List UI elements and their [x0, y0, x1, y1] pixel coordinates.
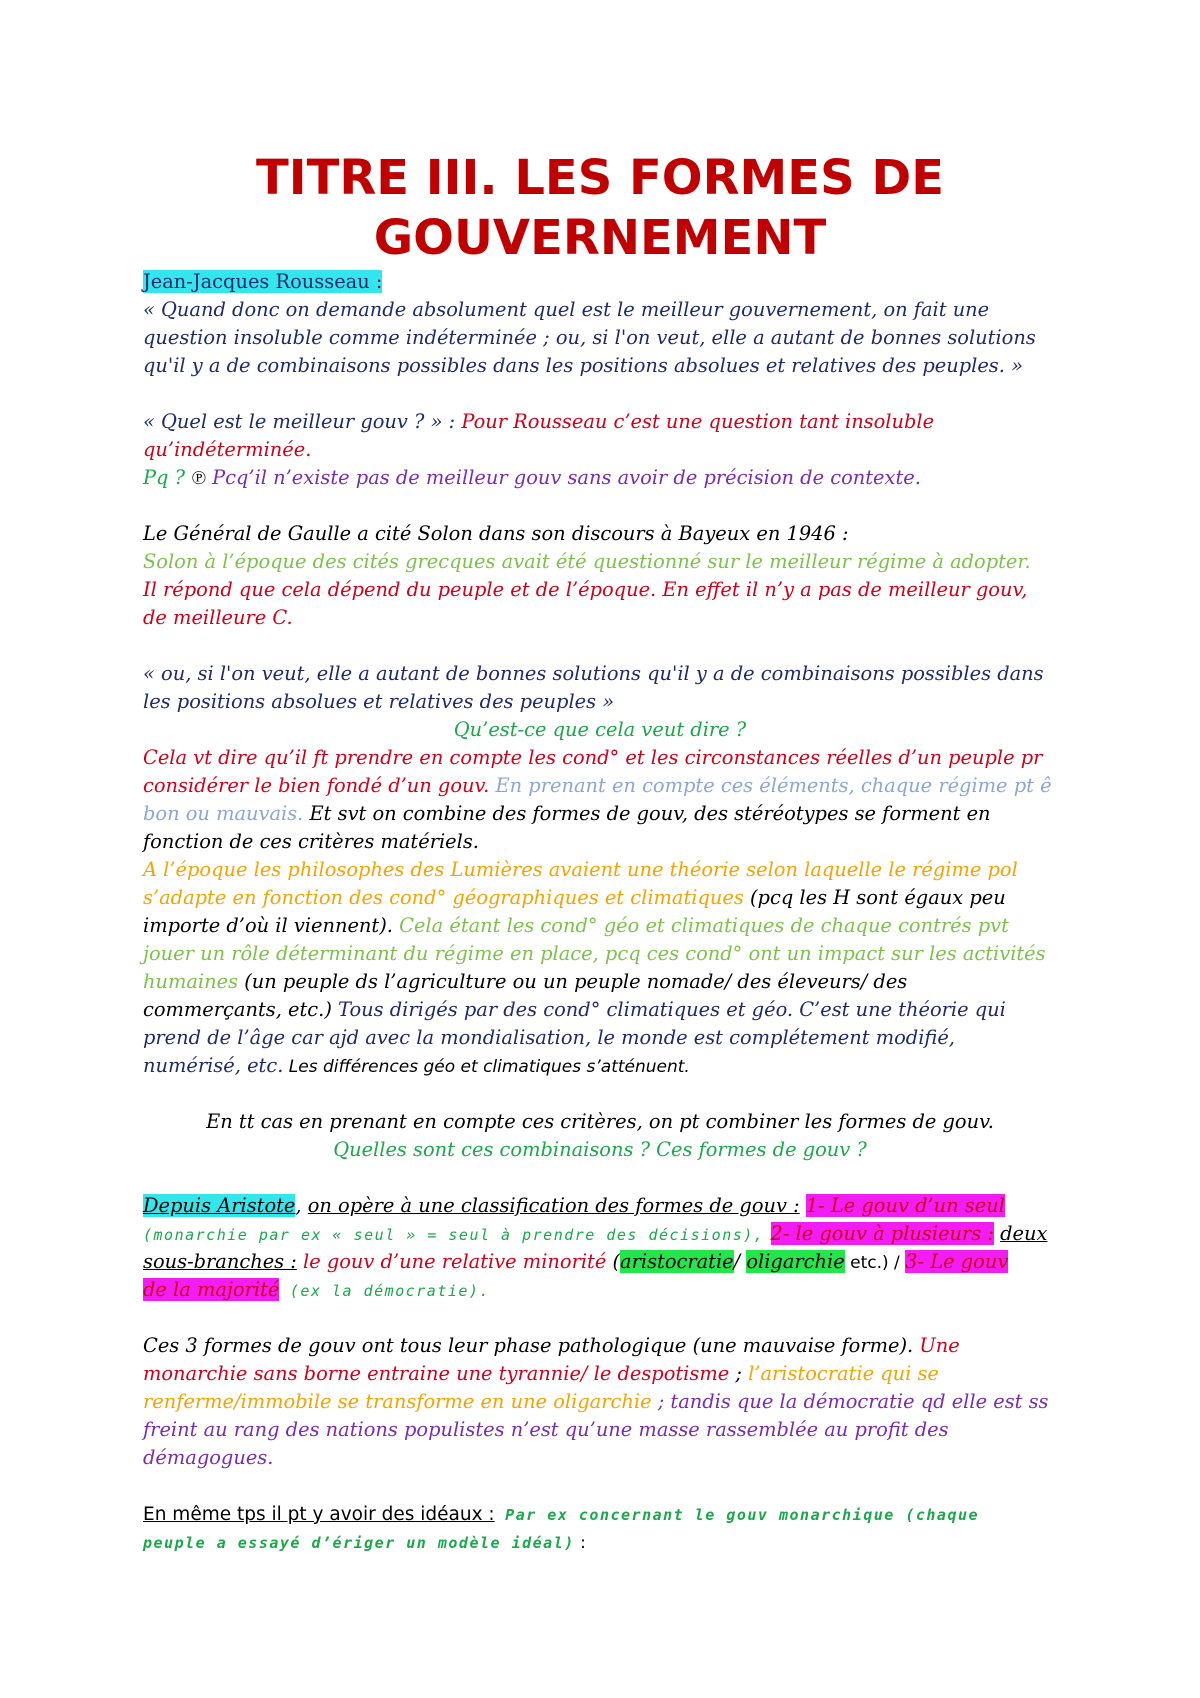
title-line-2: GOUVERNEMENT — [373, 210, 827, 266]
rousseau-quote-1: « Quand donc on demande absolument quel est le meilleur gouvernement, on fait une — [143, 298, 990, 321]
comb-line-4: Cela vt dire qu’il ft prendre en compte les cond° et les circonstances réelles d’un peuple pr — [143, 746, 1043, 769]
ideal-line-1 — [143, 1500, 979, 1529]
comb-line-12 — [143, 968, 907, 996]
patho-aristocratie-cont: renferme/immobile se transforme en une oligarchie — [143, 1390, 652, 1413]
patho-line-3 — [143, 1388, 1049, 1416]
ideal-line-2 — [143, 1528, 586, 1557]
comb-line-12a: humaines — [143, 970, 239, 993]
comb-line-10 — [143, 912, 1009, 940]
aristote-comma: , — [295, 1194, 308, 1217]
gaulle-line-2: Solon à l’époque des cités grecques avait été questionné sur le meilleur régime à adopter. — [143, 550, 1031, 573]
aristote-space-2 — [764, 1222, 770, 1245]
gaulle-line-3: Il répond que cela dépend du peuple et de l’époque. En effet il n’y a pas de meilleur gouv, — [143, 578, 1028, 601]
patho-sep: ; — [729, 1362, 749, 1385]
comb-line-7: fonction de ces critères matériels. — [143, 830, 479, 853]
comb-line-13b: Tous dirigés par des cond° climatiques et géo. C’est une théorie qui — [331, 998, 1006, 1021]
classification-text: on opère à une classification des formes de gouv : — [307, 1194, 800, 1217]
aristote-space-1 — [800, 1194, 806, 1217]
ideal-colon: : — [574, 1533, 586, 1553]
comb-line-6a: bon ou mauvais. — [143, 802, 304, 825]
aristote-line-4 — [143, 1276, 490, 1305]
comb-question: Qu’est-ce que cela veut dire ? — [453, 718, 747, 741]
question-line-1 — [143, 408, 934, 436]
question-line-2: qu’indéterminée. — [143, 438, 312, 461]
page-title — [0, 148, 1200, 268]
question-why-line — [143, 464, 921, 492]
comb-line-6b: Et svt on combine des formes de gouv, des stéréotypes se forment en — [303, 802, 991, 825]
ideal-heading: En même tps il pt y avoir des idéaux : — [143, 1504, 495, 1525]
ideal-example: Par ex concernant le gouv monarchique (chaque — [494, 1506, 980, 1524]
comb-line-5b: En prenant en compte ces éléments, chaque régime pt ê — [489, 774, 1052, 797]
comb-line-2: les positions absolues et relatives des peuples » — [143, 690, 615, 713]
form-3-example: (ex la démocratie). — [279, 1282, 490, 1300]
aristote-line-1 — [143, 1192, 1005, 1220]
rousseau-quote-3: qu'il y a de combinaisons possibles dans les positions absolues et relatives des peuples. » — [143, 354, 1023, 377]
comb-line-6 — [143, 800, 991, 828]
comb-line-9b: (pcq les H sont égaux peu — [743, 886, 1006, 909]
form-2-label: 2- le gouv à plusieurs : — [770, 1222, 994, 1245]
form-1-label: 1- Le gouv d’un seul — [805, 1194, 1005, 1217]
aristote-line-3 — [143, 1248, 1008, 1277]
patho-une: Une — [913, 1334, 960, 1357]
sous-branches-label: sous-branches : — [143, 1250, 297, 1273]
comb-line-10b: Cela étant les cond° géo et climatiques de chaque contrés pvt — [392, 914, 1009, 937]
arrow-symbol-icon: ℗ — [191, 466, 206, 489]
patho-intro: Ces 3 formes de gouv ont tous leur phase pathologique (une mauvaise forme). — [143, 1334, 914, 1357]
comb-line-13a: commerçants, etc.) — [143, 998, 332, 1021]
deux-text: deux — [1000, 1222, 1048, 1245]
patho-aristocratie: l’aristocratie qui se — [748, 1362, 939, 1385]
gaulle-line-1: Le Général de Gaulle a cité Solon dans son discours à Bayeux en 1946 : — [143, 522, 849, 545]
patho-monarchie: monarchie sans borne entraine une tyrannie/ le despotisme — [143, 1362, 730, 1385]
patho-line-5: démagogues. — [143, 1446, 274, 1469]
rousseau-quote-2: question insoluble comme indéterminée ; ou, si l'on veut, elle a autant de bonnes solutions — [143, 326, 1036, 349]
comb-line-11: jouer un rôle déterminant du régime en place, pcq ces cond° ont un impact sur les activités — [143, 942, 1046, 965]
patho-democratie: ; tandis que la démocratie qd elle est ss — [651, 1390, 1049, 1413]
gaulle-line-4: de meilleure C. — [143, 606, 293, 629]
comb-line-15 — [143, 1052, 690, 1081]
comb-line-8: A l’époque les philosophes des Lumières avaient une théorie selon laquelle le régime pol — [143, 858, 1018, 881]
aristote-label: Depuis Aristote — [143, 1194, 296, 1217]
comb-line-5a: considérer le bien fondé d’un gouv. — [143, 774, 490, 797]
comb-line-5 — [143, 772, 1052, 800]
oligarchie-tag: oligarchie — [746, 1250, 845, 1273]
etc-text: etc.) / — [844, 1253, 906, 1273]
aristocratie-tag: aristocratie — [620, 1250, 734, 1273]
comb-line-15a: numérisé, etc. — [143, 1054, 284, 1077]
why-label: Pq ? — [143, 466, 192, 489]
slash-text: / — [733, 1250, 747, 1273]
patho-line-1 — [143, 1332, 960, 1360]
paren-open: ( — [612, 1250, 621, 1273]
question-answer: Pour Rousseau c’est une question tant insoluble — [455, 410, 935, 433]
comb-line-9a: s’adapte en fonction des cond° géographiques et climatiques — [143, 886, 744, 909]
comb-line-14: prend de l’âge car ajd avec la mondialisation, le monde est complétement modifié, — [143, 1026, 955, 1049]
form-1-example: (monarchie par ex « seul » = seul à prendre des décisions), — [143, 1226, 765, 1244]
minority-text: le gouv d’une relative minorité — [296, 1250, 613, 1273]
comb-line-15b: Les différences géo et climatiques s’atténuent. — [283, 1057, 690, 1077]
comb-line-13 — [143, 996, 1006, 1024]
comb-line-9 — [143, 884, 1006, 912]
ideal-example-cont: peuple a essayé d’ériger un modèle idéal) — [143, 1534, 575, 1552]
question-text: « Quel est le meilleur gouv ? » : — [143, 410, 456, 433]
form-3-label: 3- Le gouv — [905, 1250, 1009, 1273]
rousseau-author-line — [143, 268, 382, 296]
comb-line-12b: (un peuple ds l’agriculture ou un peuple nomade/ des éleveurs/ des — [238, 970, 908, 993]
comb-line-10a: importe d’où il viennent). — [143, 914, 393, 937]
aristote-line-2 — [143, 1220, 1047, 1249]
patho-line-4: freint au rang des nations populistes n’est qu’une masse rassemblée au profit des — [143, 1418, 949, 1441]
title-line-1: TITRE III. LES FORMES DE — [255, 150, 944, 206]
comb-line-1: « ou, si l'on veut, elle a autant de bonnes solutions qu'il y a de combinaisons possibles dans — [143, 662, 1044, 685]
form-3-label-cont: de la majorité — [143, 1278, 280, 1301]
combi-line-2: Quelles sont ces combinaisons ? Ces formes de gouv ? — [333, 1138, 867, 1161]
combi-line-1: En tt cas en prenant en compte ces critères, on pt combiner les formes de gouv. — [206, 1110, 994, 1133]
why-answer: Pcq’il n’existe pas de meilleur gouv sans avoir de précision de contexte. — [205, 466, 921, 489]
rousseau-author: Jean-Jacques Rousseau : — [143, 270, 383, 293]
patho-line-2 — [143, 1360, 939, 1388]
